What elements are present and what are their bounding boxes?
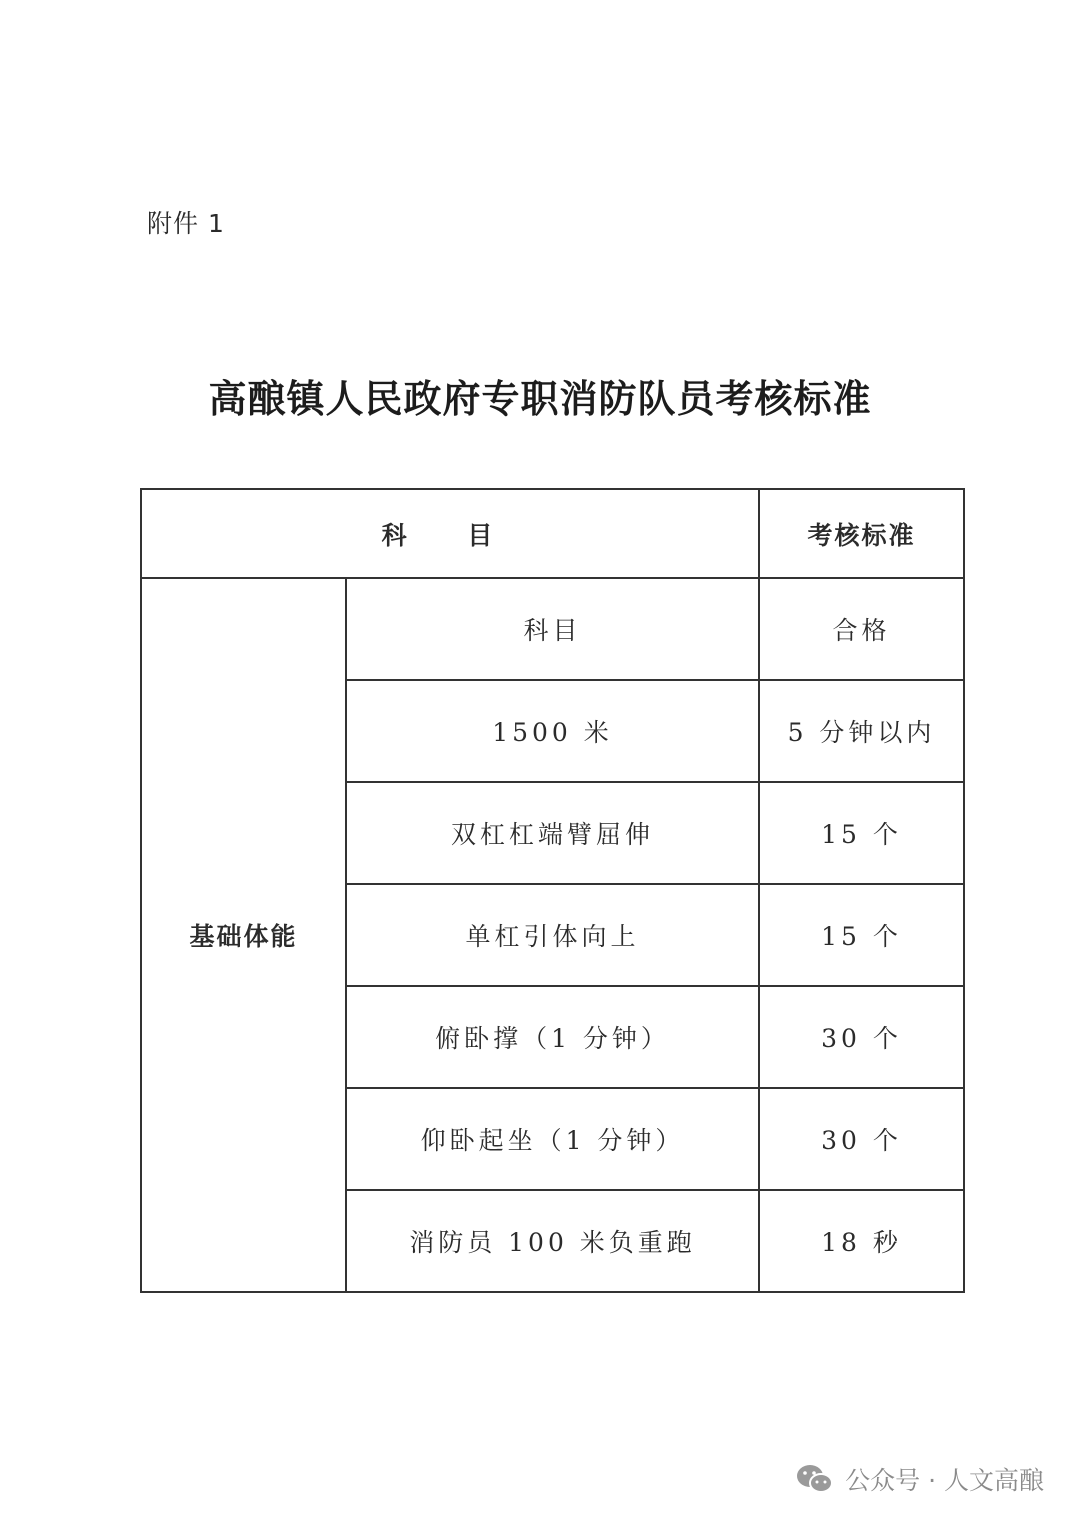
subject-cell: 仰卧起坐（1 分钟） (346, 1088, 759, 1190)
header-subject-cell: 科 目 (141, 489, 759, 578)
standard-cell: 5 分钟以内 (759, 680, 964, 782)
watermark-text: 公众号 · 人文高酿 (845, 1466, 1044, 1495)
table-header-row (141, 489, 964, 578)
standard-cell: 合格 (759, 578, 964, 680)
wechat-watermark (795, 1461, 1044, 1497)
wechat-icon (795, 1463, 835, 1495)
attachment-label: 附件 1 (147, 209, 225, 238)
standard-cell: 30 个 (759, 1088, 964, 1190)
table-row (141, 578, 964, 680)
header-standard-cell: 考核标准 (759, 489, 964, 578)
standard-cell: 18 秒 (759, 1190, 964, 1292)
category-cell: 基础体能 (141, 578, 346, 1292)
subject-cell: 科目 (346, 578, 759, 680)
assessment-standards-table (140, 488, 965, 1293)
document-title: 高酿镇人民政府专职消防队员考核标准 (208, 376, 872, 421)
subject-cell: 1500 米 (346, 680, 759, 782)
subject-cell: 单杠引体向上 (346, 884, 759, 986)
subject-cell: 消防员 100 米负重跑 (346, 1190, 759, 1292)
subject-cell: 俯卧撑（1 分钟） (346, 986, 759, 1088)
standard-cell: 15 个 (759, 782, 964, 884)
standard-cell: 30 个 (759, 986, 964, 1088)
standard-cell: 15 个 (759, 884, 964, 986)
subject-cell: 双杠杠端臂屈伸 (346, 782, 759, 884)
